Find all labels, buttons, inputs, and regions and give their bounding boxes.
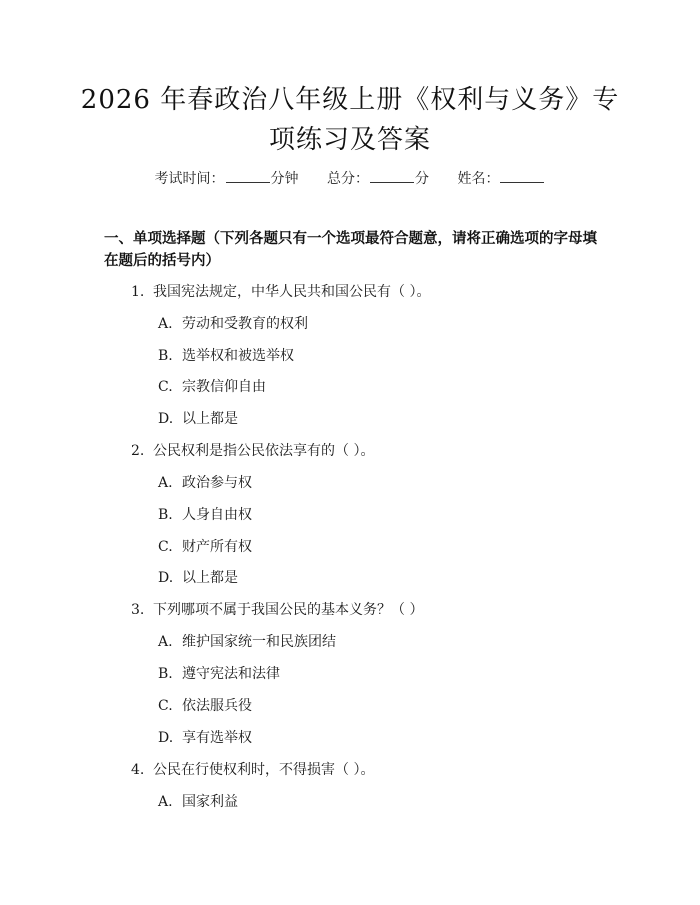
option-text: 人身自由权 — [182, 507, 252, 523]
question-2-option-c — [158, 537, 252, 557]
option-text: 劳动和受教育的权利 — [182, 316, 308, 332]
total-score-field — [327, 171, 429, 187]
option-label: A. — [158, 475, 173, 491]
option-label: C. — [158, 539, 173, 555]
question-2-option-b — [158, 505, 252, 525]
option-label: D. — [158, 411, 174, 427]
exam-time-field — [155, 171, 299, 187]
question-3 — [131, 600, 423, 620]
question-text: 公民在行使权利时，不得损害（ ）。 — [153, 762, 375, 778]
option-label: C. — [158, 379, 173, 395]
option-text: 享有选举权 — [182, 730, 252, 746]
question-3-option-c — [158, 696, 252, 716]
question-1-option-b — [158, 346, 294, 366]
option-text: 政治参与权 — [182, 475, 252, 491]
total-score-label: 总分： — [327, 171, 369, 187]
question-4 — [131, 760, 374, 780]
question-3-option-a — [158, 632, 336, 652]
option-label: D. — [158, 570, 174, 586]
question-1-option-c — [158, 377, 266, 397]
question-1-option-a — [158, 314, 308, 334]
option-text: 国家利益 — [182, 794, 238, 810]
question-1-option-d — [158, 409, 238, 429]
exam-time-unit: 分钟 — [270, 171, 299, 187]
question-text: 下列哪项不属于我国公民的基本义务？（ ） — [153, 602, 424, 618]
question-2-option-a — [158, 473, 252, 493]
name-blank — [500, 168, 544, 183]
total-score-unit: 分 — [415, 171, 429, 187]
question-text: 我国宪法规定，中华人民共和国公民有（ ）。 — [153, 284, 431, 300]
option-text: 财产所有权 — [182, 539, 252, 555]
question-text: 公民权利是指公民依法享有的（ ）。 — [153, 443, 375, 459]
option-label: C. — [158, 698, 173, 714]
option-label: B. — [158, 666, 173, 682]
option-text: 维护国家统一和民族团结 — [182, 634, 336, 650]
option-label: A. — [158, 316, 173, 332]
question-2-option-d — [158, 568, 238, 588]
name-field — [457, 171, 545, 187]
option-text: 选举权和被选举权 — [182, 348, 294, 364]
question-number: 4. — [131, 762, 145, 778]
option-label: B. — [158, 507, 173, 523]
option-label: D. — [158, 730, 174, 746]
question-2 — [131, 441, 374, 461]
exam-time-label: 考试时间： — [154, 171, 225, 187]
question-4-option-a — [158, 792, 238, 812]
exam-info-line — [0, 168, 700, 188]
option-text: 遵守宪法和法律 — [182, 666, 280, 682]
option-label: A. — [158, 634, 173, 650]
option-text: 以上都是 — [182, 570, 238, 586]
question-1 — [131, 282, 430, 302]
question-number: 3. — [131, 602, 145, 618]
document-title-line-1: 2026 年春政治八年级上册《权利与义务》专 — [80, 85, 620, 115]
section-heading-single-choice: 一、单项选择题（下列各题只有一个选项最符合题意，请将正确选项的字母填在题后的括号内） — [104, 231, 597, 269]
question-number: 1. — [131, 284, 145, 300]
document-title-line-2: 项练习及答案 — [268, 125, 431, 155]
total-score-blank — [370, 168, 414, 183]
question-number: 2. — [131, 443, 145, 459]
option-label: A. — [158, 794, 173, 810]
option-text: 宗教信仰自由 — [182, 379, 266, 395]
exam-time-blank — [226, 168, 270, 183]
question-3-option-d — [158, 728, 252, 748]
question-3-option-b — [158, 664, 280, 684]
option-text: 依法服兵役 — [182, 698, 252, 714]
name-label: 姓名： — [457, 171, 500, 187]
option-label: B. — [158, 348, 173, 364]
option-text: 以上都是 — [182, 411, 238, 427]
